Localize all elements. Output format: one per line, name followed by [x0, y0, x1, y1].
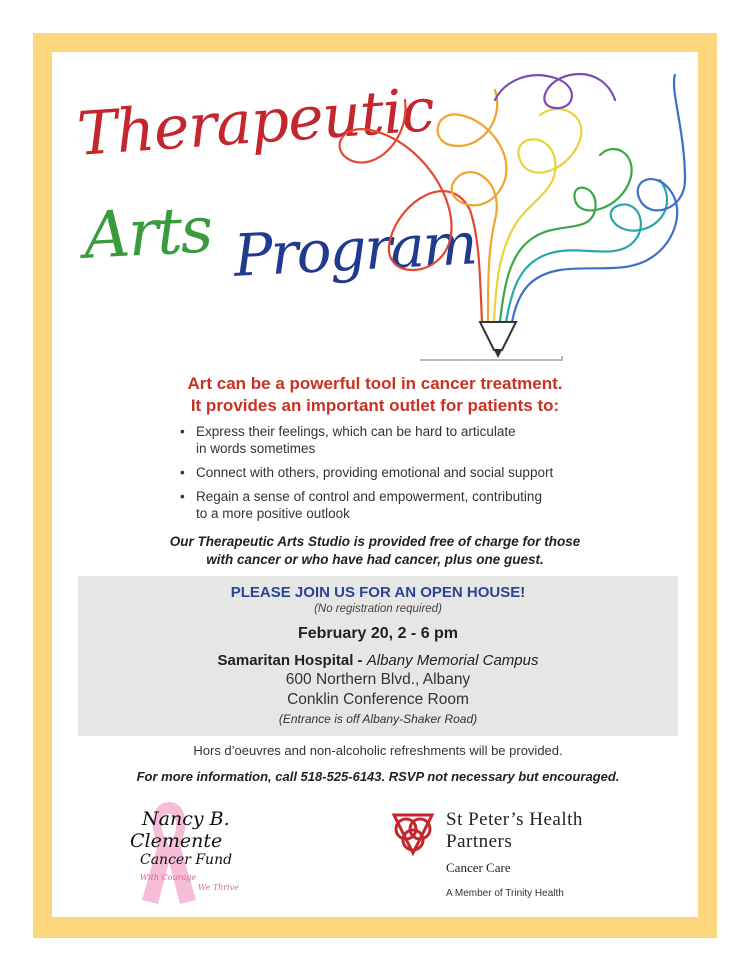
list-item — [178, 488, 638, 522]
headline-line-1: Art can be a powerful tool in cancer treatment. — [187, 374, 563, 393]
campus-name: Albany Memorial Campus — [366, 652, 539, 669]
bullet-text: in words sometimes — [196, 441, 316, 456]
interlocking-rings-icon — [390, 809, 436, 859]
hospital-name: Samaritan Hospital - — [217, 652, 363, 669]
fund-name-line-2: Clemente — [130, 830, 223, 852]
headline-line-2: It provides an important outlet for patients to: — [190, 396, 560, 415]
nancy-clemente-fund-logo — [120, 800, 290, 912]
open-house-heading: PLEASE JOIN US FOR AN OPEN HOUSE! — [230, 584, 526, 601]
fund-tagline-2: We Thrive — [198, 883, 239, 892]
colorful-pencil-scribble-illustration — [330, 60, 690, 365]
bullet-text: Regain a sense of control and empowerment, contributing — [196, 489, 542, 504]
event-room: Conklin Conference Room — [287, 691, 469, 708]
event-date-time: February 20, 2 - 6 pm — [297, 625, 459, 642]
title-program: Program — [232, 209, 478, 290]
fund-tagline-1: With Courage — [140, 873, 197, 882]
contact-info: For more information, call 518-525-6143. RSVP not necessary but encouraged. — [136, 769, 620, 784]
st-peters-health-partners-logo — [390, 805, 650, 905]
fund-name-line-1: Nancy B. — [142, 808, 230, 830]
registration-note: (No registration required) — [314, 603, 442, 615]
studio-note-line-2: with cancer or who have had cancer, plus one guest. — [206, 552, 544, 567]
benefits-list — [178, 423, 638, 529]
studio-note-line-1: Our Therapeutic Arts Studio is provided free of charge for those — [169, 534, 581, 549]
list-item — [178, 423, 638, 457]
organization-name-line-1: St Peter’s Health — [446, 809, 583, 830]
title-arts: Arts — [82, 193, 214, 274]
organization-division: Cancer Care — [446, 860, 511, 875]
event-address: 600 Northern Blvd., Albany — [285, 671, 471, 688]
title-therapeutic: Therapeutic — [75, 75, 437, 170]
list-item — [178, 464, 638, 481]
bullet-text: Connect with others, providing emotional and social support — [196, 465, 554, 480]
organization-affiliation: A Member of Trinity Health — [446, 888, 564, 899]
fund-name-line-3: Cancer Fund — [140, 852, 233, 868]
studio-note — [100, 533, 650, 569]
entrance-note: (Entrance is off Albany-Shaker Road) — [278, 712, 478, 726]
organization-name-line-2: Partners — [446, 831, 513, 852]
refreshments-note: Hors d’oeuvres and non-alcoholic refreshments will be provided. — [193, 743, 563, 758]
bullet-text: Express their feelings, which can be hard to articulate — [196, 424, 516, 439]
event-location — [78, 652, 678, 669]
bullet-text: to a more positive outlook — [196, 506, 350, 521]
